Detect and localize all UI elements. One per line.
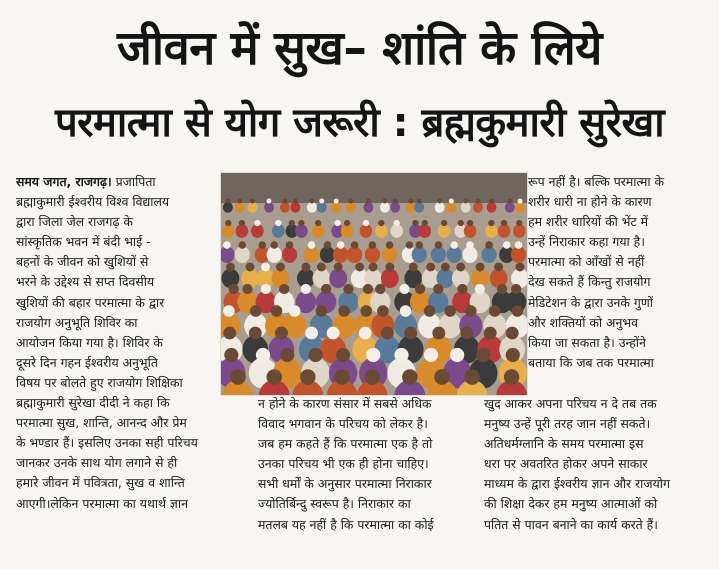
- article-column-3: [528, 172, 696, 373]
- article-text: प्रजापिता: [115, 174, 156, 189]
- article-line: राजयोग अनुभूति शिविर का: [16, 314, 138, 330]
- article-line: के भण्डार हैं। इसलिए उनका सही परिचय: [16, 435, 198, 451]
- article-line: धरा पर अवतरित होकर अपने साकार: [484, 456, 648, 472]
- article-line: सभी धर्मों के अनुसार परमात्मा निराकार: [258, 476, 432, 492]
- article-line: [16, 172, 242, 192]
- article-line: देख सकते हैं किन्तु राजयोग: [528, 274, 651, 290]
- article-line: बहनों के जीवन को खुशियों से: [16, 254, 149, 270]
- article-column-1: [16, 172, 242, 514]
- article-column-2: [258, 394, 484, 535]
- article-line: ज्योतिर्बिन्दु स्वरूप है। निराकार का: [258, 496, 411, 512]
- article-line: मेडिटेशन के द्वारा उनके गुणों: [528, 294, 654, 310]
- article-line: आयोजन किया गया है। शिविर के: [16, 334, 163, 350]
- article-line: बताया कि जब तक परमात्मा: [528, 354, 654, 370]
- article-line: मतलब यह नहीं है कि परमात्मा का कोई: [258, 516, 434, 532]
- article-line: हमारे जीवन में पवित्रता, सुख व शान्ति: [16, 475, 185, 491]
- article-line: अतिधर्मग्लानि के समय परमात्मा इस: [484, 436, 644, 452]
- article-line: उनका परिचय भी एक ही होना चाहिए।: [258, 456, 429, 472]
- headline-line-1: जीवन में सुख– शांति के लिये: [117, 21, 602, 76]
- article-line: द्वारा जिला जेल राजगढ़ के: [16, 214, 133, 230]
- article-line: खुद आकर अपना परिचय न दे तब तक: [484, 396, 657, 411]
- article-line: और शक्तियों को अनुभव: [528, 314, 638, 330]
- article-line: रूप नहीं है। बल्कि परमात्मा के: [528, 174, 665, 189]
- article-column-3-continued: [484, 394, 696, 535]
- article-line: परमात्मा सुख, शान्ति, आनन्द और प्रेम: [16, 415, 187, 431]
- article-line: ब्रह्माकुमारी सुरेखा दीदी ने कहा कि: [16, 395, 170, 411]
- crowd-photo: [220, 172, 528, 396]
- article-line: शरीर धारी ना होने के कारण: [528, 194, 652, 210]
- article-line: मनुष्य उन्हें पूरी तरह जान नहीं सकते।: [484, 416, 651, 432]
- article-line: किया जा सकता है। उन्होंने: [528, 334, 646, 350]
- article-line: उन्हें निराकार कहा गया है।: [528, 234, 645, 250]
- article-line: सांस्कृतिक भवन में बंदी भाई -: [16, 234, 151, 250]
- dateline: समय जगत, राजगढ़।: [16, 174, 112, 189]
- article-line: ब्रह्माकुमारी ईश्वरीय विश्व विद्यालय: [16, 194, 170, 210]
- article-line: भरने के उद्देश्य से सप्त दिवसीय: [16, 274, 155, 290]
- article-line: आएगी।लेकिन परमात्मा का यथार्थ ज्ञान: [16, 495, 188, 511]
- article-line: विवाद भगवान के परिचय को लेकर है।: [258, 416, 428, 432]
- crowd-photo-illustration: [221, 173, 527, 395]
- article-line: दूसरे दिन गहन ईश्वरीय अनुभूति: [16, 354, 158, 370]
- article-line: विषय पर बोलते हुए राजयोग शिक्षिका: [16, 374, 183, 390]
- article-line: हम शरीर धारियों की भेंट में: [528, 214, 649, 230]
- article-line: जब हम कहते हैं कि परमात्मा एक है तो: [258, 436, 433, 452]
- article-line: की शिक्षा देकर हम मनुष्य आत्माओं को: [484, 496, 658, 512]
- article-line: जानकर उनके साथ योग लगाने से ही: [16, 455, 178, 471]
- article-line: माध्यम के द्वारा ईश्वरीय ज्ञान और राजयोग: [484, 476, 670, 492]
- article-line: न होने के कारण संसार में सबसे अधिक: [258, 396, 432, 411]
- article-line: परमात्मा को आँखों से नहीं: [528, 254, 645, 270]
- article-line: पतित से पावन बनाने का कार्य करते हैं।: [484, 516, 658, 532]
- article-line: खुशियों की बहार परमात्मा के द्वार: [16, 294, 165, 310]
- headline-line-2: परमात्मा से योग जरूरी : ब्रह्मकुमारी सुरेखा: [54, 100, 665, 146]
